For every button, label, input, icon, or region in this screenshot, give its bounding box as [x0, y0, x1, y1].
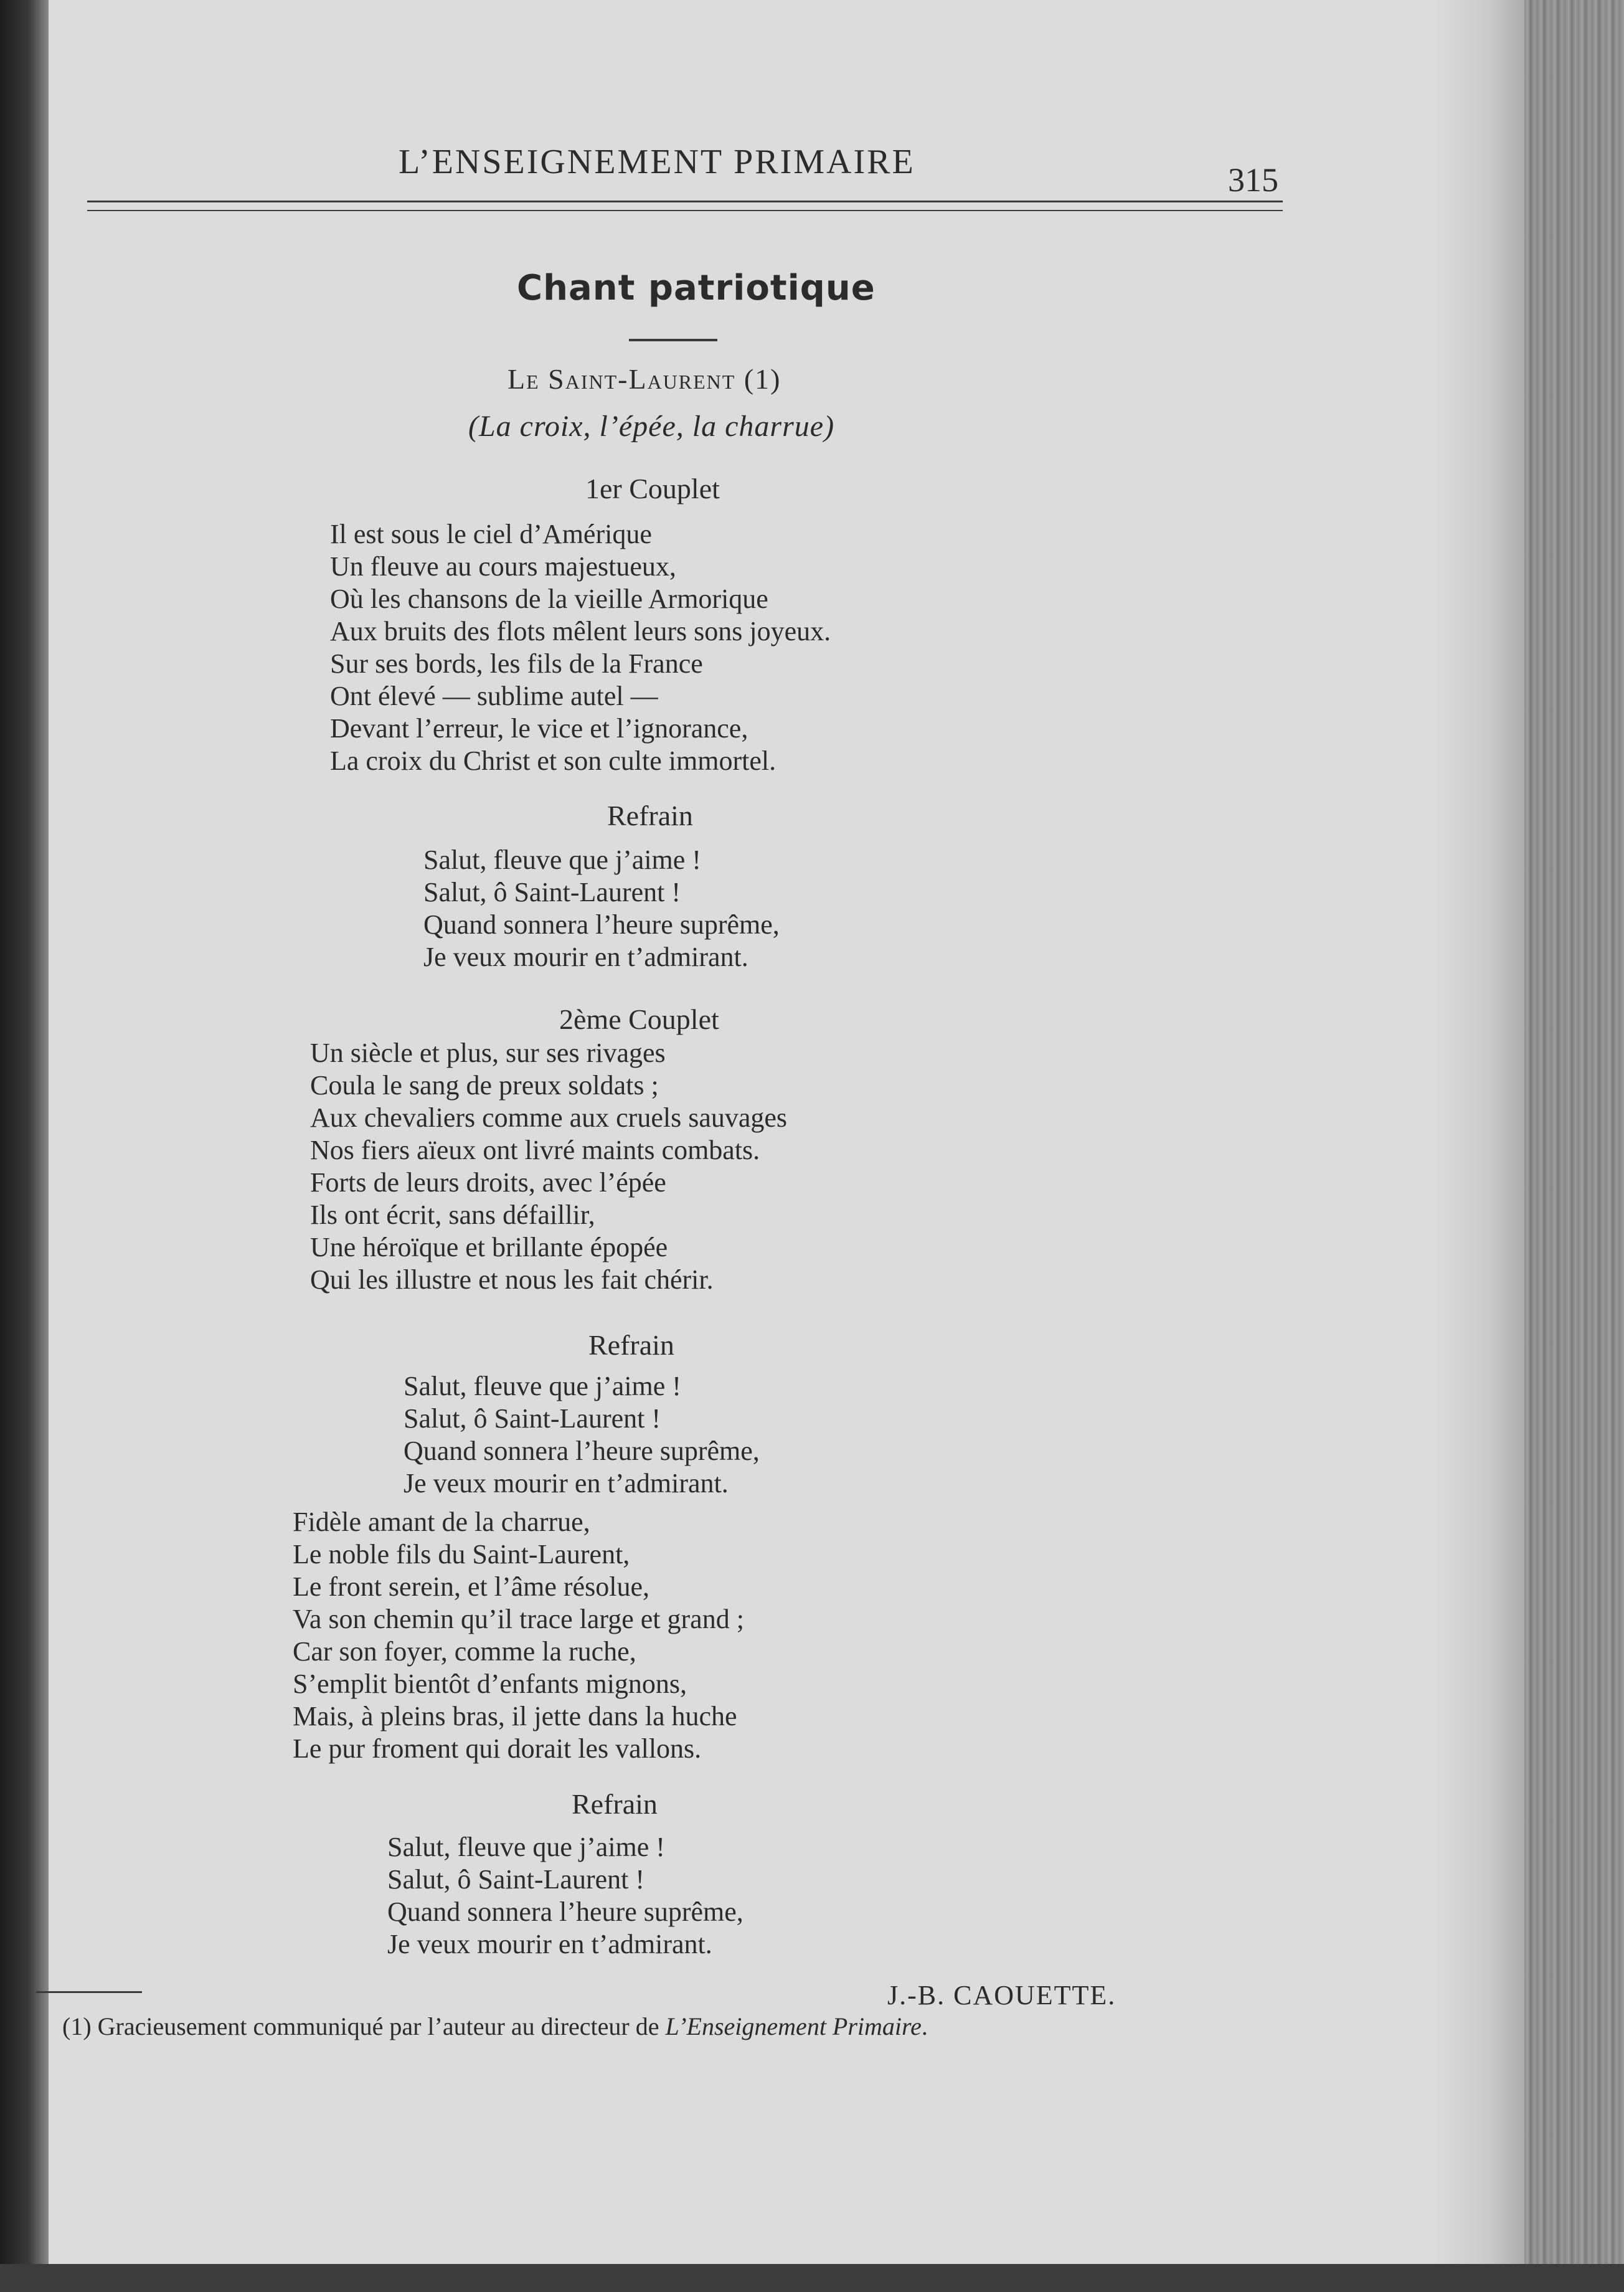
scanner-bottom-edge	[0, 2264, 1624, 2292]
verse-line: Salut, fleuve que j’aime !	[404, 1371, 681, 1401]
stanza-refrain-3	[387, 1831, 744, 1961]
poem-subtitle-italic: (La croix, l’épée, la charrue)	[468, 410, 835, 443]
verse-line: La croix du Christ et son culte immortel.	[330, 746, 777, 776]
stanza-refrain-2	[404, 1370, 760, 1500]
author-signature: J.-B. CAOUETTE.	[887, 1980, 1116, 2010]
binding-shadow	[1432, 0, 1524, 2264]
footnote-journal: L’Enseignement Primaire	[665, 2012, 922, 2040]
verse-line: Un fleuve au cours majestueux,	[330, 551, 676, 582]
verse-line: Sur ses bords, les fils de la France	[330, 648, 703, 679]
verse-line: Mais, à pleins bras, il jette dans la huche	[293, 1701, 737, 1731]
verse-line: Je veux mourir en t’admirant.	[404, 1468, 729, 1499]
verse-line: Forts de leurs droits, avec l’épée	[310, 1167, 666, 1198]
verse-line: Salut, fleuve que j’aime !	[387, 1832, 665, 1862]
verse-line: Je veux mourir en t’admirant.	[423, 942, 748, 972]
book-left-edge	[0, 0, 49, 2292]
verse-line: Il est sous le ciel d’Amérique	[330, 519, 652, 549]
verse-line: Qui les illustre et nous les fait chérir.	[310, 1264, 714, 1295]
verse-line: Aux bruits des flots mêlent leurs sons joyeux.	[330, 616, 831, 646]
verse-line: S’emplit bientôt d’enfants mignons,	[293, 1669, 687, 1699]
footnote-marker: (1)	[62, 2012, 92, 2040]
verse-line: Salut, fleuve que j’aime !	[423, 845, 701, 875]
header-rule-bottom	[87, 210, 1283, 211]
book-binding	[1524, 0, 1624, 2292]
verse-line: Quand sonnera l’heure suprême,	[423, 909, 780, 940]
title-rule	[629, 339, 717, 341]
stanza-refrain-1	[423, 844, 780, 973]
page-number: 315	[1228, 161, 1278, 199]
verse-line: Quand sonnera l’heure suprême,	[404, 1436, 760, 1466]
poem-subtitle: Le Saint-Laurent (1)	[507, 363, 781, 395]
header-rule-top	[87, 201, 1283, 202]
footnote	[62, 2013, 1245, 2040]
verse-line: Quand sonnera l’heure suprême,	[387, 1897, 744, 1927]
verse-line: Ils ont écrit, sans défaillir,	[310, 1200, 595, 1230]
section-heading: Refrain	[588, 1329, 674, 1361]
verse-line: Ont élevé — sublime autel —	[330, 681, 658, 711]
verse-line: Devant l’erreur, le vice et l’ignorance,	[330, 713, 748, 744]
verse-line: Car son foyer, comme la ruche,	[293, 1636, 636, 1667]
footnote-end: .	[921, 2012, 928, 2040]
verse-line: Aux chevaliers comme aux cruels sauvages	[310, 1102, 788, 1133]
footnote-rule	[36, 1991, 142, 1993]
stanza-couplet-3	[293, 1506, 744, 1765]
verse-line: Le noble fils du Saint-Laurent,	[293, 1539, 630, 1570]
running-head: L’ENSEIGNEMENT PRIMAIRE	[399, 143, 915, 181]
section-heading: Refrain	[572, 1788, 658, 1820]
verse-line: Fidèle amant de la charrue,	[293, 1507, 590, 1537]
stanza-couplet-2	[310, 1037, 787, 1296]
verse-line: Va son chemin qu’il trace large et grand ;	[293, 1604, 744, 1634]
poem-title: Chant patriotique	[517, 268, 876, 308]
verse-line: Coula le sang de preux soldats ;	[310, 1070, 659, 1101]
verse-line: Salut, ô Saint-Laurent !	[387, 1864, 645, 1895]
verse-line: Salut, ô Saint-Laurent !	[423, 877, 681, 907]
stanza-couplet-1	[330, 518, 831, 777]
section-heading: Refrain	[607, 800, 693, 831]
verse-line: Le front serein, et l’âme résolue,	[293, 1571, 649, 1602]
section-heading: 1er Couplet	[585, 473, 720, 504]
verse-line: Salut, ô Saint-Laurent !	[404, 1403, 661, 1434]
verse-line: Le pur froment qui dorait les vallons.	[293, 1733, 702, 1764]
verse-line: Une héroïque et brillante épopée	[310, 1232, 668, 1262]
verse-line: Un siècle et plus, sur ses rivages	[310, 1038, 666, 1068]
verse-line: Nos fiers aïeux ont livré maints combats.	[310, 1135, 760, 1165]
footnote-text: Gracieusement communiqué par l’auteur au directeur de	[97, 2012, 659, 2040]
verse-line: Je veux mourir en t’admirant.	[387, 1929, 712, 1959]
verse-line: Où les chansons de la vieille Armorique	[330, 584, 768, 614]
section-heading: 2ème Couplet	[559, 1003, 719, 1035]
